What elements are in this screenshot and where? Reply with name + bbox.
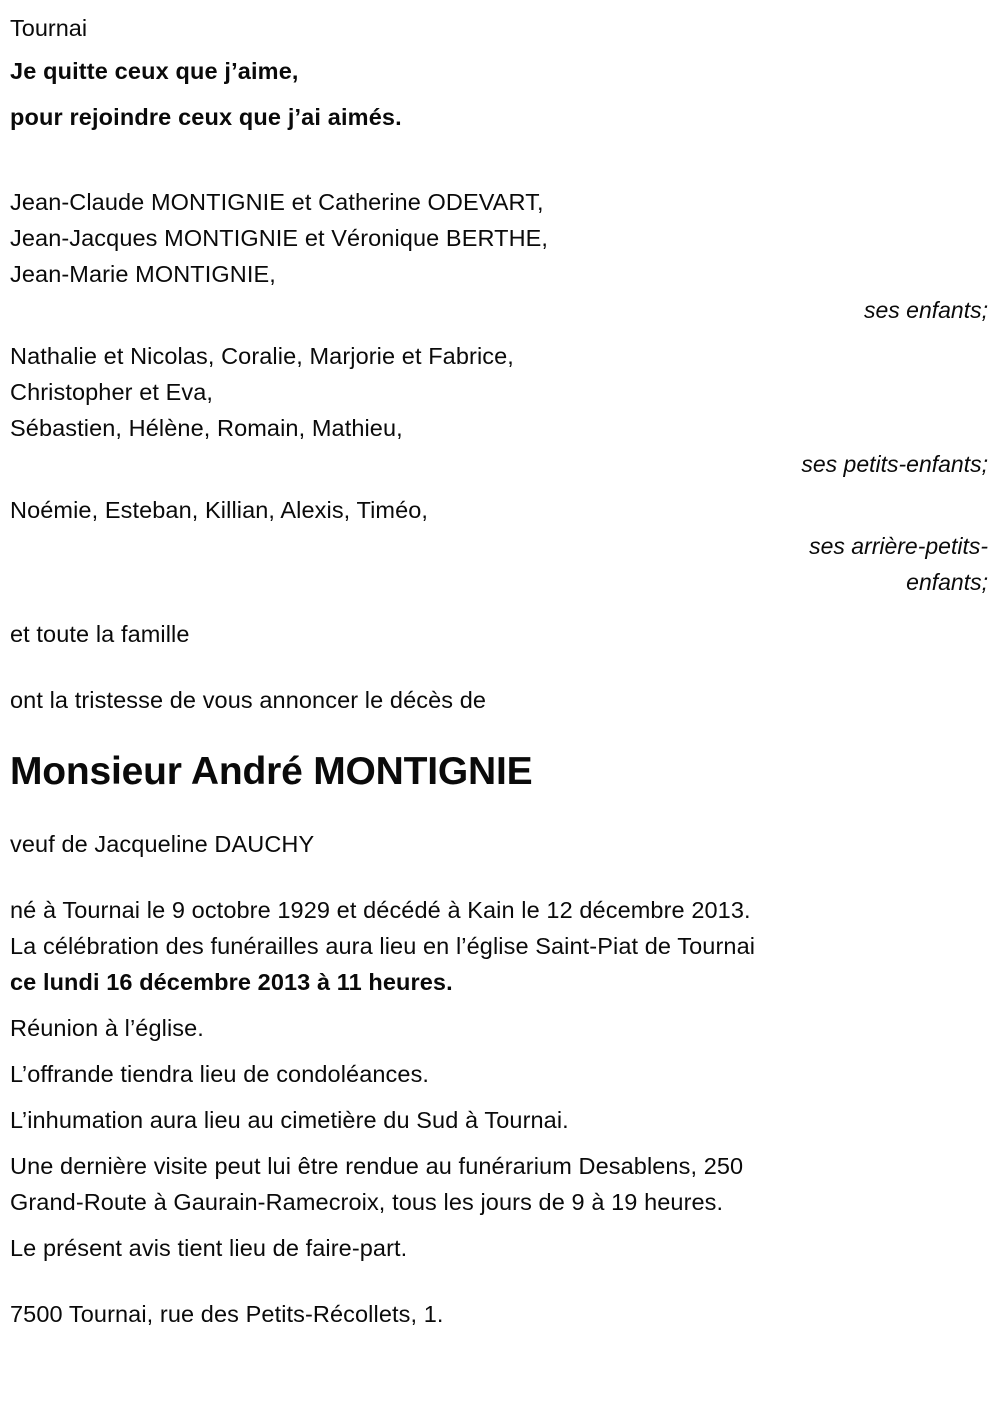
- grandchildren-block: [10, 338, 990, 446]
- spacer: [10, 796, 990, 826]
- gathering-line: Réunion à l’église.: [10, 1015, 204, 1041]
- spacer: [10, 600, 990, 616]
- relation-label-great-grandchildren: [758, 528, 990, 600]
- spacer: [10, 718, 990, 748]
- spacer: [10, 140, 990, 184]
- grandchild-line: Sébastien, Hélène, Romain, Mathieu,: [10, 415, 403, 441]
- child-line: Jean-Marie MONTIGNIE,: [10, 261, 276, 287]
- spacer: [10, 1266, 990, 1296]
- relation-label-great-grandchildren-line-1: ses arrière-petits-: [809, 533, 988, 559]
- offering-line: L’offrande tiendra lieu de condoléances.: [10, 1061, 430, 1087]
- spacer: [10, 1138, 990, 1148]
- faire-part-line: Le présent avis tient lieu de faire-part.: [10, 1235, 408, 1261]
- spacer: [10, 1220, 990, 1230]
- spacer: [10, 1092, 990, 1102]
- spacer: [10, 482, 990, 492]
- child-line: Jean-Jacques MONTIGNIE et Véronique BERTHE,: [10, 225, 549, 251]
- visit-line-1: Une dernière visite peut lui être rendue au funérarium Desablens, 250: [10, 1153, 744, 1179]
- burial-line: L’inhumation aura lieu au cimetière du Sud à Tournai.: [10, 1107, 569, 1133]
- epitaph-line-1: Je quitte ceux que j’aime,: [10, 58, 299, 84]
- visit-line-2: Grand-Route à Gaurain-Ramecroix, tous les jours de 9 à 19 heures.: [10, 1189, 724, 1215]
- funeral-intro-line: La célébration des funérailles aura lieu en l’église Saint-Piat de Tournai: [10, 933, 756, 959]
- address-line: 7500 Tournai, rue des Petits-Récollets, 1.: [10, 1301, 444, 1327]
- child-line: Jean-Claude MONTIGNIE et Catherine ODEVART,: [10, 189, 544, 215]
- grandchild-line: Christopher et Eva,: [10, 379, 214, 405]
- rest-of-family-line: et toute la famille: [10, 621, 190, 647]
- funeral-datetime-line: ce lundi 16 décembre 2013 à 11 heures.: [10, 969, 453, 995]
- spacer: [10, 652, 990, 682]
- great-grandchild-line: Noémie, Esteban, Killian, Alexis, Timéo,: [10, 497, 429, 523]
- spacer: [10, 1000, 990, 1010]
- epitaph-block: [10, 48, 990, 140]
- grandchild-line: Nathalie et Nicolas, Coralie, Marjorie et Fabrice,: [10, 343, 514, 369]
- great-grandchildren-block: [10, 492, 990, 528]
- spacer: [10, 1046, 990, 1056]
- spacer: [10, 862, 990, 892]
- relation-label-grandchildren: ses petits-enfants;: [801, 451, 988, 477]
- deceased-name: Monsieur André MONTIGNIE: [10, 750, 533, 793]
- spouse-line: veuf de Jacqueline DAUCHY: [10, 831, 315, 857]
- spacer: [10, 328, 990, 338]
- announcement-line: ont la tristesse de vous annoncer le décès de: [10, 687, 487, 713]
- city-line: Tournai: [10, 15, 88, 41]
- relation-label-children: ses enfants;: [863, 297, 988, 323]
- birth-death-line: né à Tournai le 9 octobre 1929 et décédé à Kain le 12 décembre 2013.: [10, 897, 751, 923]
- epitaph-line-2: pour rejoindre ceux que j’ai aimés.: [10, 104, 402, 130]
- relation-label-great-grandchildren-line-2: enfants;: [906, 569, 988, 595]
- children-block: [10, 184, 990, 292]
